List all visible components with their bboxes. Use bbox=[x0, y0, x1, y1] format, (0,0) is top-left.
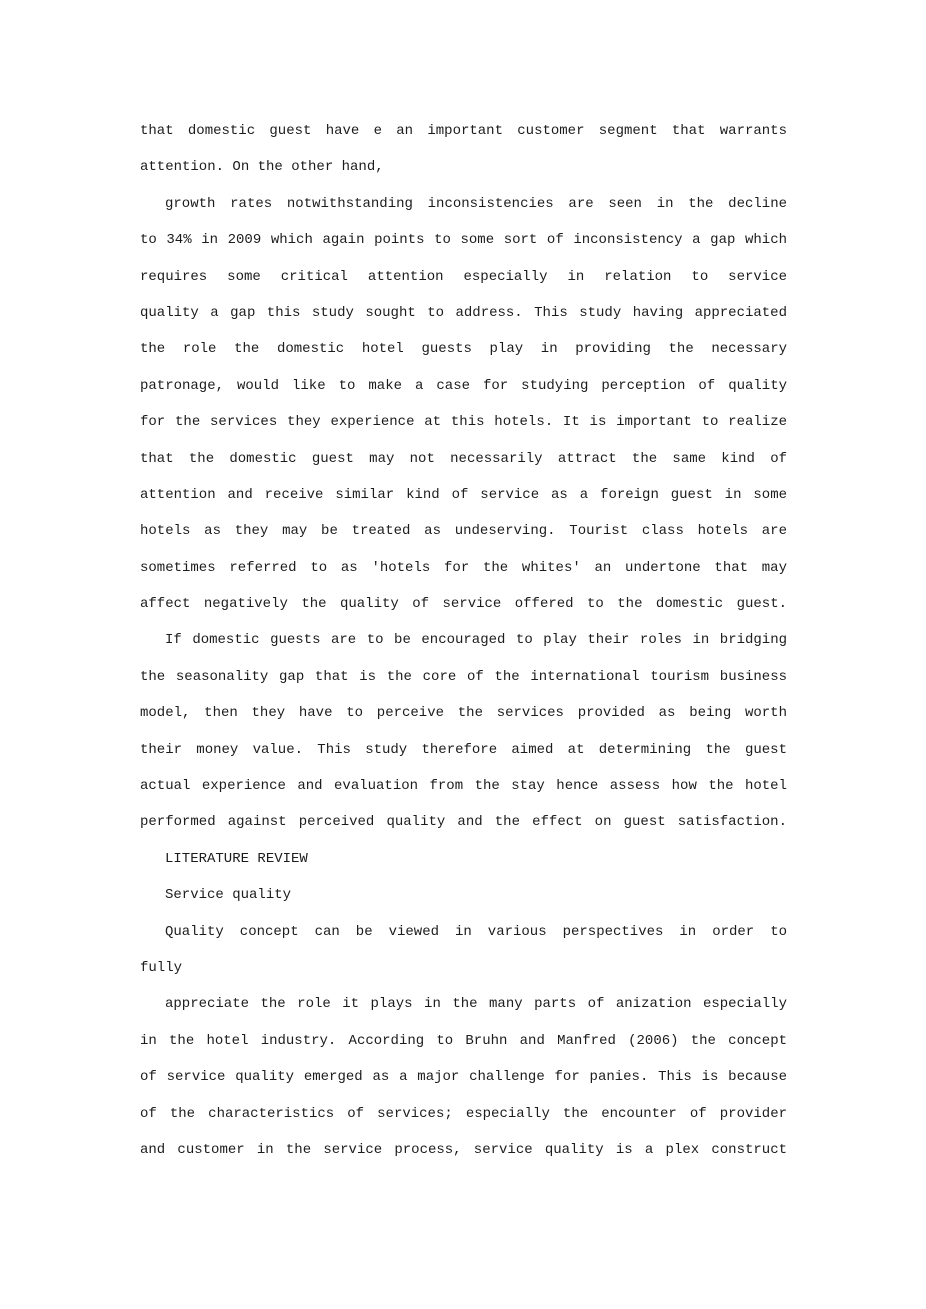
text-line: the seasonality gap that is the core of the international tourism business bbox=[140, 668, 787, 685]
text-line: their money value. This study therefore aimed at determining the guest bbox=[140, 741, 787, 758]
text-line: growth rates notwithstanding inconsistencies are seen in the decline bbox=[165, 195, 787, 212]
text-line: to 34% in 2009 which again points to some sort of inconsistency a gap which bbox=[140, 232, 787, 249]
text-line: that the domestic guest may not necessarily attract the same kind of bbox=[140, 450, 787, 467]
text-line: in the hotel industry. According to Bruhn and Manfred (2006) the concept bbox=[140, 1032, 787, 1049]
text-line: and customer in the service process, service quality is a plex construct bbox=[140, 1141, 787, 1158]
text-line: quality a gap this study sought to address. This study having appreciated bbox=[140, 304, 787, 321]
text-line: model, then they have to perceive the services provided as being worth bbox=[140, 705, 787, 722]
text-block bbox=[140, 113, 787, 1168]
text-line: hotels as they may be treated as undeserving. Tourist class hotels are bbox=[140, 523, 787, 540]
text-line: fully bbox=[140, 959, 183, 976]
text-line: appreciate the role it plays in the many parts of anization especially bbox=[165, 996, 787, 1013]
text-line: the role the domestic hotel guests play in providing the necessary bbox=[140, 341, 787, 358]
text-line: attention and receive similar kind of service as a foreign guest in some bbox=[140, 486, 787, 503]
text-line: of the characteristics of services; especially the encounter of provider bbox=[140, 1105, 787, 1122]
text-line: of service quality emerged as a major challenge for panies. This is because bbox=[140, 1069, 787, 1086]
text-line: Service quality bbox=[165, 887, 292, 904]
text-line: affect negatively the quality of service offered to the domestic guest. bbox=[140, 596, 787, 613]
text-line: requires some critical attention especially in relation to service bbox=[140, 268, 787, 285]
text-line: that domestic guest have e an important customer segment that warrants bbox=[140, 123, 787, 139]
text-line: sometimes referred to as 'hotels for the whites' an undertone that may bbox=[140, 559, 787, 576]
text-line: actual experience and evaluation from the stay hence assess how the hotel bbox=[140, 778, 787, 795]
text-line: patronage, would like to make a case for studying perception of quality bbox=[140, 377, 787, 394]
text-line: performed against perceived quality and the effect on guest satisfaction. bbox=[140, 814, 787, 831]
text-line: attention. On the other hand, bbox=[140, 159, 384, 176]
text-line: Quality concept can be viewed in various perspectives in order to bbox=[165, 923, 787, 940]
text-line: If domestic guests are to be encouraged to play their roles in bridging bbox=[165, 632, 787, 649]
text-line: for the services they experience at this hotels. It is important to realize bbox=[140, 414, 787, 431]
text-line: LITERATURE REVIEW bbox=[165, 850, 308, 867]
